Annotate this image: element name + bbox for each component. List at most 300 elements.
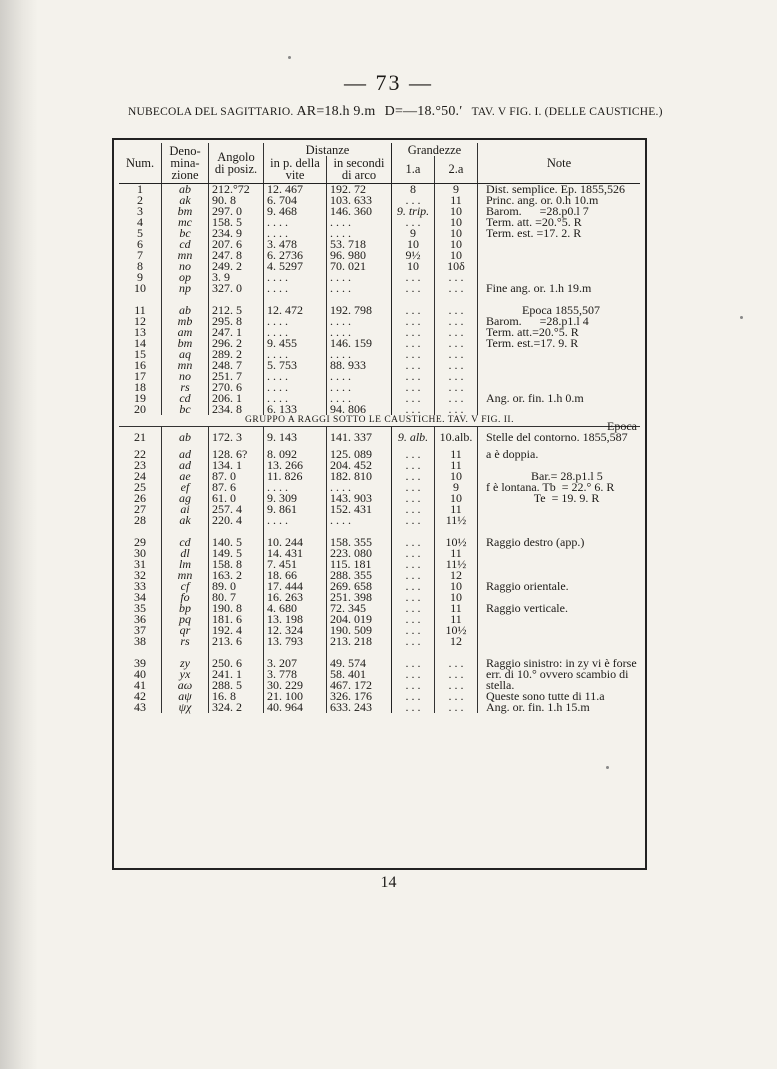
cell-g1: . . . [392,680,435,691]
cell-g1: . . . [392,548,435,559]
cell-num: 6 [137,237,143,251]
cell-g2: 11 [435,614,478,625]
cell-den: mc [162,217,209,228]
cell-ang: 149. 5 [209,548,264,559]
cell-g2: . . . [435,680,478,691]
cell-num: 40 [134,666,146,681]
cell-g1: . . . [392,449,435,460]
cell-den: bm [162,338,209,349]
cell-num: 35 [134,600,146,615]
paper-spot [740,316,743,319]
cell-g1: . . . [392,460,435,471]
cell-note [478,614,641,625]
cell-ang: 3. 9 [209,272,264,283]
cell-ds: 146. 159 [327,338,392,349]
cell-note: Term. est. =17. 2. R [478,228,641,239]
cell-ang: 207. 6 [209,239,264,250]
cell-g1: . . . [392,691,435,702]
table-row [119,338,640,349]
cell-den: ab [162,184,209,196]
cell-note: err. di 10.° ovvero scambio di [478,669,641,680]
cell-den: cf [162,581,209,592]
cell-g2: . . . [435,316,478,327]
table-row [119,537,640,548]
cell-den: am [162,327,209,338]
cell-ds: . . . . [327,349,392,360]
cell-g2: 10 [435,592,478,603]
cell-g2: . . . [435,338,478,349]
cell-dp: 40. 964 [264,702,327,713]
cell-ang: 234. 9 [209,228,264,239]
cell-g2: 11½ [435,559,478,570]
cell-ang: 172. 3 [209,427,264,449]
cell-note [478,418,641,449]
table-body [119,184,640,713]
cell-ang: 134. 1 [209,460,264,471]
page-edge-shadow [0,0,38,1069]
cell-num: 20 [134,402,146,416]
table-row [119,404,640,415]
cell-dp: 6. 704 [264,195,327,206]
cell-note [478,371,641,382]
cell-ds: . . . . [327,316,392,327]
cell-den: ψχ [162,702,209,713]
cell-ds: . . . . [327,283,392,294]
cell-ds: 467. 172 [327,680,392,691]
cell-g1: . . . [392,471,435,482]
cell-den: rs [162,382,209,393]
cell-g1: 9. trip. [392,206,435,217]
note-pre: Epoca [607,418,637,433]
cell-g1: . . . [392,493,435,504]
page-number: — 73 — [344,70,433,95]
cell-num: 43 [134,699,146,714]
cell-note: a è doppia. [478,449,641,460]
cell-g2: 10 [435,217,478,228]
cell-g2: 11 [435,504,478,515]
cell-ds: . . . . [327,327,392,338]
cell-g2: . . . [435,327,478,338]
cell-ang: 289. 2 [209,349,264,360]
cell-ds: 192. 72 [327,184,392,196]
cell-g2: . . . [435,382,478,393]
cell-g2: 11 [435,603,478,614]
cell-g1: . . . [392,570,435,581]
cell-g1: . . . [392,702,435,713]
cell-ds: . . . . [327,515,392,526]
cell-ds: 88. 933 [327,360,392,371]
cell-num: 36 [134,611,146,626]
cell-g1: . . . [392,371,435,382]
cell-g2: . . . [435,691,478,702]
table-row [119,283,640,294]
cell-note [478,404,641,415]
col-g1: 1.a [392,156,435,184]
cell-note: f è lontana. Tb = 22.° 6. R [478,482,641,493]
cell-note [478,250,641,261]
cell-dp: 14. 431 [264,548,327,559]
cell-g1: . . . [392,559,435,570]
cell-ds: 143. 903 [327,493,392,504]
cell-num: 8 [137,259,143,273]
cell-g1: 10 [392,239,435,250]
cell-den: ad [162,460,209,471]
cell-dp: 4. 680 [264,603,327,614]
cell-note [478,239,641,250]
cell-ang: 270. 6 [209,382,264,393]
cell-den: bm [162,206,209,217]
cell-g1: . . . [392,614,435,625]
cell-g2: 10.alb. [435,427,478,449]
cell-num: 1 [137,182,143,196]
cell-ang: 295. 8 [209,316,264,327]
cell-g2: 10 [435,206,478,217]
cell-ds: . . . . [327,371,392,382]
cell-num: 22 [134,446,146,461]
cell-ds: 94. 806 [327,404,392,415]
cell-g1: . . . [392,592,435,603]
cell-g1: 9½ [392,250,435,261]
col-num: Num. [119,143,162,184]
cell-num: 26 [134,490,146,505]
cell-dp: 9. 309 [264,493,327,504]
cell-ds: 213. 218 [327,636,392,647]
cell-note: Raggio sinistro: in zy vi è forse [478,658,641,669]
cell-num: 2 [137,193,143,207]
cell-num: 31 [134,556,146,571]
cell-dp: 3. 478 [264,239,327,250]
cell-note: Term. est.=17. 9. R [478,338,641,349]
heading [128,104,663,120]
cell-dp: . . . . [264,228,327,239]
cell-ang: 61. 0 [209,493,264,504]
cell-ds: 96. 980 [327,250,392,261]
cell-g1: . . . [392,603,435,614]
cell-ang: 234. 8 [209,404,264,415]
cell-g1: . . . [392,482,435,493]
cell-g2: 12 [435,570,478,581]
cell-den: np [162,283,209,294]
cell-g1: . . . [392,393,435,404]
cell-ds: 288. 355 [327,570,392,581]
cell-den: mn [162,570,209,581]
cell-dp: . . . . [264,272,327,283]
cell-note: Raggio destro (app.) [478,537,641,548]
cell-dp: 13. 793 [264,636,327,647]
cell-num: 15 [134,347,146,361]
cell-g1: . . . [392,636,435,647]
cell-dp: . . . . [264,382,327,393]
cell-dp: . . . . [264,316,327,327]
cell-num: 23 [134,457,146,472]
cell-dp: 18. 66 [264,570,327,581]
col-dist: Distanze [264,143,392,156]
cell-dp: 12. 472 [264,305,327,316]
cell-dp: 9. 143 [264,427,327,449]
cell-g1: 10 [392,261,435,272]
cell-g2: 10 [435,581,478,592]
heading-ar: AR=18.h 9.m [296,104,376,119]
cell-g2: . . . [435,669,478,680]
cell-den: ak [162,515,209,526]
col-dist-s: in secondi di arco [327,156,392,184]
cell-ds: 103. 633 [327,195,392,206]
cell-ang: 220. 4 [209,515,264,526]
cell-dp: 12. 324 [264,625,327,636]
cell-den: ak [162,195,209,206]
table-row [119,449,640,460]
cell-g1: . . . [392,581,435,592]
cell-num: 33 [134,578,146,593]
table-row [119,493,640,504]
cell-den: aq [162,349,209,360]
cell-ds: 146. 360 [327,206,392,217]
cell-ang: 16. 8 [209,691,264,702]
cell-ang: 247. 1 [209,327,264,338]
cell-note: Ang. or. fin. 1.h 15.m [478,702,641,713]
cell-den: rs [162,636,209,647]
cell-den: mb [162,316,209,327]
cell-ang: 288. 5 [209,680,264,691]
cell-g2: 11 [435,460,478,471]
cell-num: 16 [134,358,146,372]
cell-dp: . . . . [264,482,327,493]
cell-num: 10 [134,281,146,295]
cell-dp: . . . . [264,217,327,228]
table-row [119,581,640,592]
cell-num: 38 [134,633,146,648]
cell-g2: . . . [435,371,478,382]
cell-note: Ang. or. fin. 1.h 0.m [478,393,641,404]
table-row [119,393,640,404]
cell-g1: . . . [392,404,435,415]
cell-ang: 158. 8 [209,559,264,570]
cell-ang: 128. 6? [209,449,264,460]
cell-ds: 72. 345 [327,603,392,614]
heading-ref: TAV. V FIG. I. (DELLE CAUSTICHE.) [471,106,663,118]
cell-g2: . . . [435,272,478,283]
cell-ang: 324. 2 [209,702,264,713]
cell-num: 28 [134,512,146,527]
cell-ds: 58. 401 [327,669,392,680]
cell-ang: 327. 0 [209,283,264,294]
heading-object: NUBECOLA DEL SAGITTARIO. [128,106,294,118]
cell-num: 37 [134,622,146,637]
cell-den: bp [162,603,209,614]
cell-note [478,548,641,559]
cell-dp: . . . . [264,327,327,338]
cell-g1: . . . [392,272,435,283]
cell-g1: . . . [392,658,435,669]
cell-dp: 3. 778 [264,669,327,680]
cell-ds: . . . . [327,382,392,393]
cell-ds: 70. 021 [327,261,392,272]
cell-ang: 158. 5 [209,217,264,228]
cell-g2: 11 [435,449,478,460]
cell-note: Epoca 1855,507 [478,305,641,316]
cell-ang: 181. 6 [209,614,264,625]
cell-den: ab [162,427,209,449]
cell-g1: 8 [392,184,435,196]
cell-g2: 11½ [435,515,478,526]
cell-dp: . . . . [264,371,327,382]
table-row [119,625,640,636]
cell-ang: 87. 0 [209,471,264,482]
cell-note: Te = 19. 9. R [478,493,641,504]
table-row [119,250,640,261]
cell-ang: 248. 7 [209,360,264,371]
cell-g2: 11 [435,548,478,559]
cell-num: 30 [134,545,146,560]
cell-ds: . . . . [327,217,392,228]
table-row [119,427,640,449]
cell-ang: 212.°72 [209,184,264,196]
cell-note [478,636,641,647]
cell-note: Fine ang. or. 1.h 19.m [478,283,641,294]
cell-g2: 10 [435,493,478,504]
cell-den: no [162,261,209,272]
cell-g1: . . . [392,504,435,515]
cell-num: 11 [134,303,146,317]
cell-num: 32 [134,567,146,582]
cell-num: 4 [137,215,143,229]
cell-num: 25 [134,479,146,494]
cell-ds: 326. 176 [327,691,392,702]
cell-note: Barom. =28.p0.l 7 [478,206,641,217]
cell-ds: 251. 398 [327,592,392,603]
cell-dp: 6. 133 [264,404,327,415]
cell-g2: . . . [435,305,478,316]
cell-g2: 10 [435,239,478,250]
cell-g1: . . . [392,283,435,294]
observations-table [119,143,640,713]
cell-den: cd [162,239,209,250]
cell-dp: 5. 753 [264,360,327,371]
cell-den: yx [162,669,209,680]
section-title: GRUPPO A RAGGI SOTTO LE CAUSTICHE. TAV. V FIG. II. [119,415,640,427]
cell-g1: . . . [392,305,435,316]
cell-g2: . . . [435,360,478,371]
cell-ang: 90. 8 [209,195,264,206]
cell-ang: 296. 2 [209,338,264,349]
cell-den: ae [162,471,209,482]
cell-den: lm [162,559,209,570]
cell-ds: 141. 337 [327,427,392,449]
table-row [119,603,640,614]
cell-g1: . . . [392,338,435,349]
cell-num: 24 [134,468,146,483]
cell-g2: 10 [435,471,478,482]
cell-note: Raggio verticale. [478,603,641,614]
cell-g2: 10 [435,228,478,239]
cell-ds: . . . . [327,228,392,239]
cell-dp: 13. 198 [264,614,327,625]
cell-num: 17 [134,369,146,383]
cell-num: 9 [137,270,143,284]
cell-ds: 633. 243 [327,702,392,713]
cell-num: 39 [134,655,146,670]
cell-dp: 9. 861 [264,504,327,515]
paper-spot [288,56,291,59]
cell-num: 41 [134,677,146,692]
table-row [119,702,640,713]
heading-decl: D=—18.°50.′ [384,104,463,119]
cell-note: Raggio orientale. [478,581,641,592]
cell-dp: 12. 467 [264,184,327,196]
cell-ds: . . . . [327,482,392,493]
cell-num: 13 [134,325,146,339]
cell-g1: . . . [392,625,435,636]
cell-ds: 152. 431 [327,504,392,515]
cell-g2: 12 [435,636,478,647]
cell-ds: 125. 089 [327,449,392,460]
cell-ang: 190. 8 [209,603,264,614]
cell-ds: 182. 810 [327,471,392,482]
cell-dp: 17. 444 [264,581,327,592]
cell-ang: 249. 2 [209,261,264,272]
cell-dp: . . . . [264,515,327,526]
cell-note [478,625,641,636]
cell-ang: 250. 6 [209,658,264,669]
cell-ang: 89. 0 [209,581,264,592]
signature-mark: 14 [380,874,397,891]
cell-g2: . . . [435,349,478,360]
cell-dp: 6. 2736 [264,250,327,261]
cell-g2: 10δ [435,261,478,272]
cell-g2: . . . [435,393,478,404]
cell-ang: 257. 4 [209,504,264,515]
cell-ds: 269. 658 [327,581,392,592]
cell-g1: . . . [392,349,435,360]
table-row [119,515,640,526]
cell-num: 7 [137,248,143,262]
cell-note: Dist. semplice. Ep. 1855,526 [478,184,641,196]
cell-ds: 204. 452 [327,460,392,471]
cell-note [478,515,641,526]
cell-g2: 10½ [435,537,478,548]
cell-note [478,559,641,570]
cell-den: aω [162,680,209,691]
cell-num: 3 [137,204,143,218]
cell-g1: . . . [392,382,435,393]
cell-dp: . . . . [264,283,327,294]
cell-ang: 212. 5 [209,305,264,316]
cell-ang: 80. 7 [209,592,264,603]
cell-g1: 9 [392,228,435,239]
cell-note [478,261,641,272]
cell-num: 42 [134,688,146,703]
cell-g1: . . . [392,669,435,680]
cell-g1: . . . [392,537,435,548]
cell-dp: 9. 468 [264,206,327,217]
table-row [119,371,640,382]
table-row [119,636,640,647]
cell-den: mn [162,250,209,261]
cell-dp: 8. 092 [264,449,327,460]
cell-ang: 192. 4 [209,625,264,636]
cell-ds: 158. 355 [327,537,392,548]
table-row [119,669,640,680]
cell-g2: . . . [435,283,478,294]
cell-den: no [162,371,209,382]
cell-g2: 11 [435,195,478,206]
cell-note: Princ. ang. or. 0.h 10.m [478,195,641,206]
cell-den: ef [162,482,209,493]
table-row [119,614,640,625]
cell-dp: 4. 5297 [264,261,327,272]
cell-den: fo [162,592,209,603]
note-text: Stelle del contorno. 1855,587 [486,429,628,444]
